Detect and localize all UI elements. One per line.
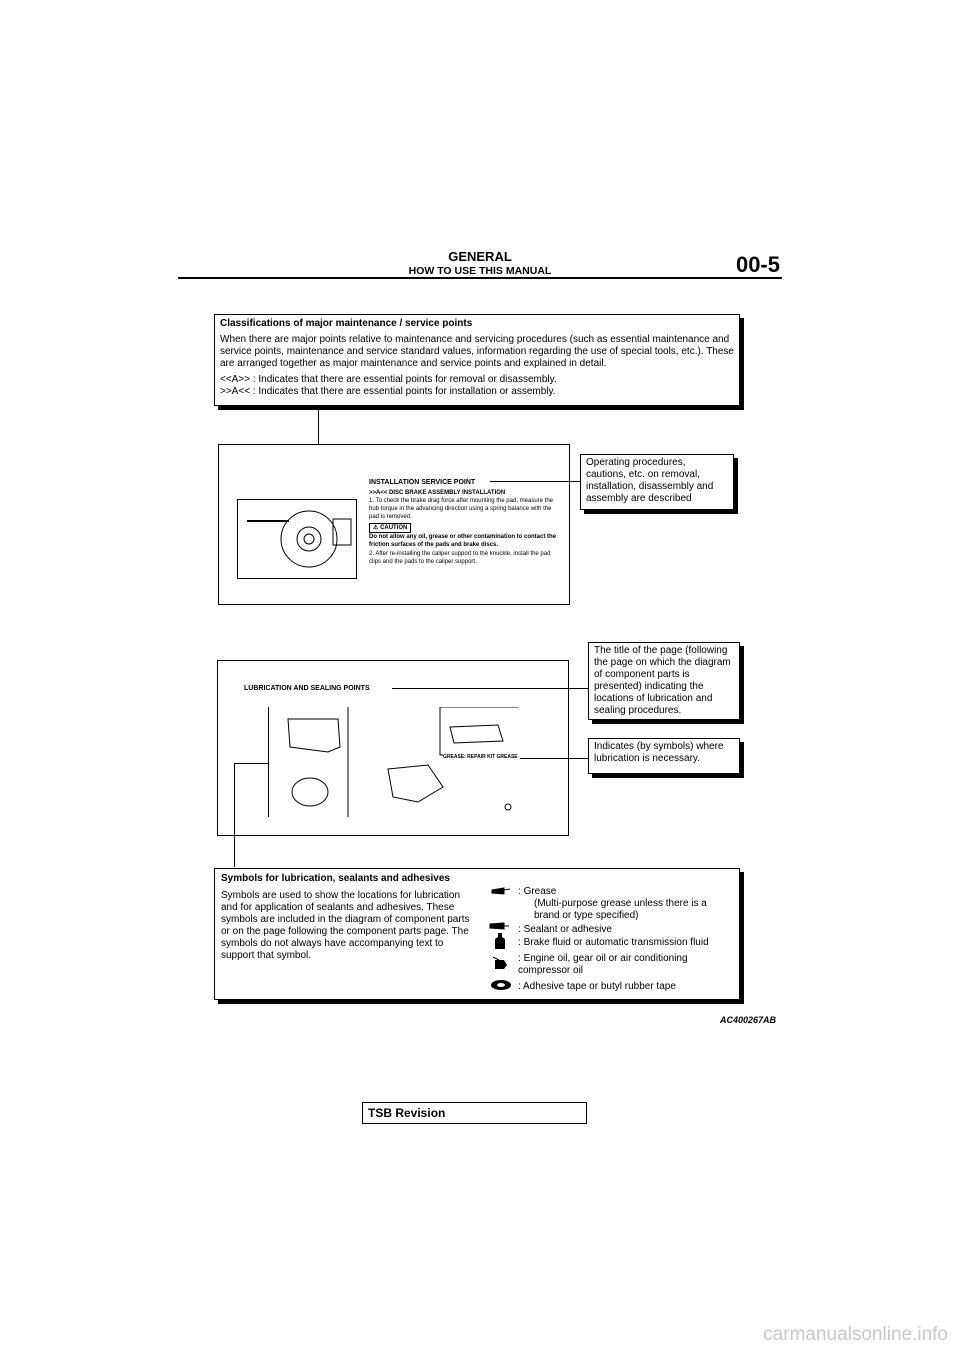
- title-callout: [588, 642, 740, 720]
- symbol-label-row: [518, 924, 612, 936]
- brake-fluid-bottle-icon: [493, 932, 507, 950]
- sealant-label: Sealant or adhesive: [523, 924, 612, 935]
- tsb-revision-box: TSB Revision: [362, 1102, 587, 1124]
- colon-separator: :: [518, 886, 524, 897]
- section-title: GENERAL: [448, 249, 512, 264]
- operating-procedures-callout: [580, 454, 734, 510]
- caution-label: [369, 523, 411, 533]
- caliper-illustration: [268, 707, 518, 819]
- symbols-callout-text: Indicates (by symbols) where lubrication is necessary.: [594, 741, 724, 764]
- section-subtitle: HOW TO USE THIS MANUAL: [408, 265, 552, 277]
- sealant-tube-icon: [488, 921, 510, 931]
- oil-label: Engine oil, gear oil or air conditioning compressor oil: [518, 953, 688, 976]
- classification-body: When there are major points relative to maintenance and servicing procedures (such as essential maintenance and service points, maintenance and service standard values, information regarding the use of special tools, etc.). These are arranged together as major maintenance and service points and explained in detail.: [220, 334, 734, 369]
- grease-note: (Multi-purpose grease unless there is a brand or type specified): [534, 898, 707, 921]
- symbols-body: Symbols are used to show the locations for lubrication and for application of sealants and adhesives. These symbols are included in the diagram of component parts or on the page following the component parts page. The symbols do not always have accompanying text to support that symbol.: [221, 890, 470, 961]
- classification-box: [214, 314, 740, 406]
- header-rule: [178, 277, 782, 279]
- installation-step-2: 2. After re-installing the caliper support to the knuckle, install the pad clips and the pads to the caliper support.: [369, 551, 551, 565]
- symbol-label-row: [518, 953, 718, 977]
- caution-label-text: CAUTION: [380, 525, 408, 531]
- title-callout-text: The title of the page (following the page on which the diagram of component parts is presented) indicating the locations of lubrication and sealing procedures.: [594, 645, 731, 716]
- removal-point-line: <<A>> : Indicates that there are essential points for removal or disassembly.: [220, 374, 557, 385]
- tape-roll-icon: [490, 979, 512, 991]
- installation-service-title: INSTALLATION SERVICE POINT: [369, 479, 476, 486]
- symbol-row-oil: [492, 954, 510, 974]
- symbol-row-grease: [490, 884, 512, 902]
- connector-line: [234, 763, 235, 867]
- callout-line: [392, 688, 589, 689]
- page-number: 00-5: [735, 252, 780, 277]
- colon-separator: :: [518, 937, 524, 948]
- installation-step-1: 1. To check the brake drag force after mounting the pad, measure the hub torque in the advancing direction using a spring balance with the pad is removed.: [369, 498, 553, 520]
- classification-heading: Classifications of major maintenance / service points: [220, 318, 473, 329]
- operating-procedures-text: Operating procedures, cautions, etc. on removal, installation, disassembly and assembly are described: [586, 457, 714, 504]
- lubrication-title: LUBRICATION AND SEALING POINTS: [244, 685, 370, 692]
- brake-assembly-illustration: [237, 499, 357, 579]
- symbols-heading: Symbols for lubrication, sealants and adhesives: [221, 873, 450, 884]
- colon-separator: :: [518, 981, 524, 992]
- callout-line: [520, 758, 589, 759]
- connector-line: [234, 763, 268, 764]
- warning-triangle-icon: ⚠: [373, 525, 379, 531]
- installation-subtitle: >>A<< DISC BRAKE ASSEMBLY INSTALLATION: [369, 490, 506, 496]
- symbol-label-row: [518, 886, 728, 922]
- symbol-row-brake-fluid: [493, 932, 507, 954]
- grease-label: Grease: [523, 886, 557, 897]
- installation-point-line: >>A<< : Indicates that there are essential points for installation or assembly.: [220, 386, 556, 397]
- lubrication-example-panel: [217, 660, 569, 836]
- colon-separator: :: [518, 953, 524, 964]
- tape-label: Adhesive tape or butyl rubber tape: [523, 981, 676, 992]
- caution-text: Do not allow any oil, grease or other contamination to contact the friction surfaces of the pads and brake discs.: [369, 534, 557, 548]
- symbol-row-tape: [490, 979, 512, 995]
- oil-can-icon: [492, 954, 510, 970]
- colon-separator: :: [518, 924, 524, 935]
- symbol-label-row: [518, 981, 676, 993]
- symbol-label-row: [518, 937, 709, 949]
- grease-gun-icon: [490, 884, 512, 898]
- figure-id: AC400267AB: [719, 1015, 776, 1025]
- symbols-callout: [588, 738, 740, 774]
- callout-line: [490, 481, 580, 482]
- installation-example-panel: [218, 444, 570, 605]
- brake-fluid-label: Brake fluid or automatic transmission fluid: [523, 937, 709, 948]
- watermark: carmanualsonline.info: [763, 1324, 948, 1345]
- grease-label: GREASE: REPAIR KIT GREASE: [443, 754, 518, 760]
